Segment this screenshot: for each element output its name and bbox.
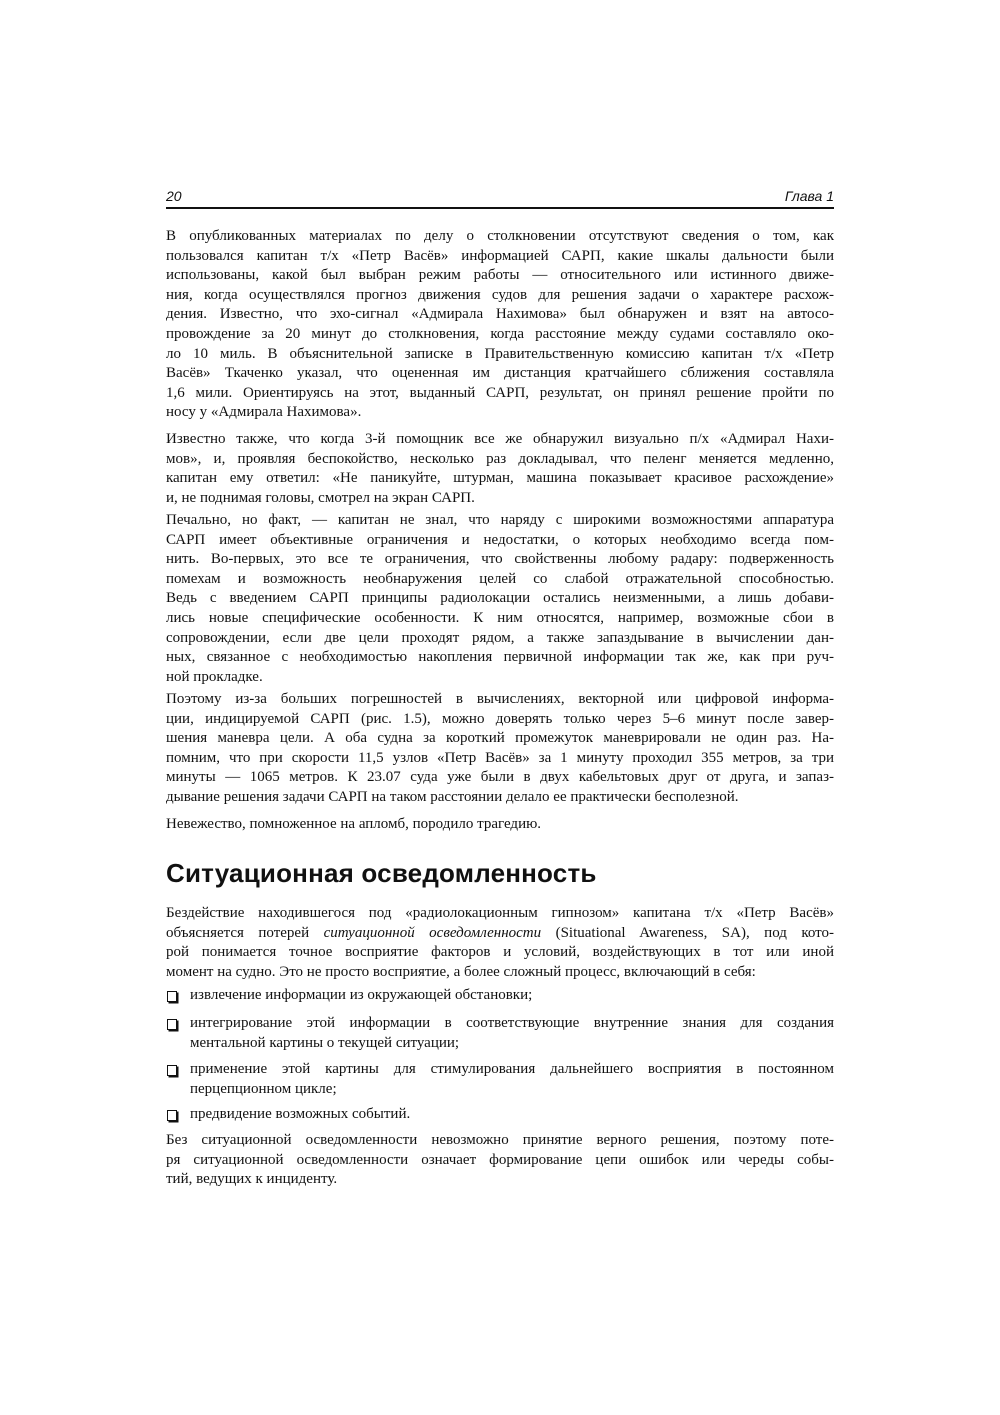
text-line: помехам и возможность необнаружения целей со слабой отражательной способностью. (166, 570, 834, 587)
bullet-item (166, 1105, 834, 1125)
text-line: момент на судно. Это не просто восприятие, а более сложный процесс, включающий в себя: (166, 963, 756, 980)
bullet-text (190, 1105, 834, 1125)
text-line: ных, связанное с необходимостью накопления первичной информации так же, как при руч- (166, 649, 834, 666)
bullet-item (166, 1060, 834, 1099)
text-line: Известно также, что когда 3-й помощник все же обнаружил визуально п/х «Адмирал Нахи- (166, 431, 834, 447)
text-line: Бездействие находившегося под «радиолокационным гипнозом» капитана т/х «Петр Васёв» (166, 905, 834, 921)
paragraph (166, 430, 834, 508)
intro-paragraph (166, 904, 834, 982)
bullet-item (166, 1014, 834, 1053)
text-line: Васёв» Ткаченко указал, что оцененная им дистанция кратчайшего сближения составляла (166, 365, 834, 382)
text-line: лись новые специфические особенности. К ним относятся, например, возможные сбои в (166, 609, 834, 626)
text-line: ной прокладке. (166, 668, 263, 685)
bullet-text (190, 986, 834, 1006)
text-line: Без ситуационной осведомленности невозможно принятие верного решения, поэтому поте- (166, 1132, 834, 1148)
checkbox-bullet-icon (167, 1065, 177, 1076)
text-line: ции, индицируемой САРП (рис. 1.5), можно доверять только через 5–6 минут после завер- (166, 710, 834, 727)
text-line: рой понимается точное восприятие факторов и условий, воздействующих в тот или иной (166, 944, 834, 961)
text-line: капитан ему ответил: «Не паникуйте, штурман, машина показывает красивое расхождение» (166, 470, 834, 487)
paragraph (166, 511, 834, 687)
bullet-text (190, 1014, 834, 1053)
text-line (166, 924, 834, 944)
running-header (166, 186, 834, 206)
text-line: В опубликованных материалах по делу о столкновении отсутствуют сведения о том, как (166, 228, 834, 244)
text-line: САРП имеет объективные ограничения и недостатки, о которых необходимо всегда пом- (166, 531, 834, 548)
text-line: интегрирование этой информации в соответствующие внутренние знания для создания (190, 1015, 834, 1031)
text-line: минуты — 1065 метров. К 23.07 суда уже были в двух кабельтовых друг от друга, и запаз- (166, 769, 834, 786)
paragraph (166, 815, 834, 835)
bullet-item (166, 986, 834, 1006)
text-line: Печально, но факт, — капитан не знал, что наряду с широкими возможностями аппаратура (166, 512, 834, 528)
text-line: использованы, какой был выбран режим работы — относительного или истинного движе- (166, 267, 834, 284)
text-line: дения. Известно, что эхо-сигнал «Адмирала Нахимова» был обнаружен и взят на автосо- (166, 306, 834, 323)
text-line: пользовался капитан т/х «Петр Васёв» информацией САРП, какие шкалы дальности были (166, 247, 834, 264)
chapter-title: Глава 1 (784, 188, 834, 204)
text-line: Ведь с введением САРП принципы радиолокации остались неизменными, а лишь добави- (166, 590, 834, 607)
text-line: ментальной картины о текущей ситуации; (190, 1034, 460, 1051)
term-italic: ситуационной осведомленности (323, 924, 542, 941)
text-line: ния, когда осуществлялся прогноз движения судов для решения задачи о характере расхож- (166, 286, 834, 303)
text-line: носу у «Адмирала Нахимова». (166, 404, 362, 421)
checkbox-bullet-icon (167, 1019, 177, 1030)
text-line: перцепционном цикле; (190, 1080, 337, 1097)
text-line: тий, ведущих к инциденту. (166, 1171, 338, 1188)
conclusion-paragraph (166, 1131, 834, 1190)
checkbox-bullet-icon (167, 991, 177, 1002)
paragraph (166, 227, 834, 423)
text-line: Поэтому из-за больших погрешностей в вычислениях, векторной или цифровой информа- (166, 691, 834, 707)
text-line: применение этой картины для стимулирования дальнейшего восприятия в постоянном (190, 1061, 834, 1077)
text-line: дывание решения задачи САРП на таком расстоянии делало ее практически бесполезной. (166, 788, 739, 805)
paragraph (166, 690, 834, 808)
text-line: ря ситуационной осведомленности означает формирование цепи ошибок или череды собы- (166, 1151, 834, 1168)
text-segment: (Situational Awareness, SA), под кото- (541, 924, 835, 941)
text-line: помним, что при скорости 11,5 узлов «Петр Васёв» за 1 минуту проходил 355 метров, за три (166, 749, 834, 766)
text-line: 1,6 мили. Ориентируясь на этот, выданный САРП, результат, он принял решение пройти по (166, 384, 834, 401)
bullet-text (190, 1060, 834, 1099)
text-line: извлечение информации из окружающей обстановки; (190, 987, 533, 1003)
page-number: 20 (166, 188, 182, 204)
text-line: нить. Во-первых, это все те ограничения, что свойственны любому радару: подверженность (166, 551, 834, 568)
text-line: и, не поднимая головы, смотрел на экран САРП. (166, 489, 475, 506)
section-heading: Ситуационная осведомленность (166, 858, 597, 888)
text-line: сопровождении, если две цели проходят рядом, а также запаздывание в вычислении дан- (166, 629, 834, 646)
checkbox-bullet-icon (167, 1110, 177, 1121)
text-line: предвидение возможных событий. (190, 1106, 411, 1122)
text-line: мов», и, проявляя беспокойство, несколько раз докладывал, что пеленг меняется медленно, (166, 450, 834, 467)
text-segment: объясняется потерей (166, 924, 324, 941)
text-line: ло 10 миль. В объяснительной записке в Правительственную комиссию капитан т/х «Петр (166, 345, 834, 362)
header-rule (166, 207, 834, 209)
text-line: провождение за 20 минут до столкновения, когда расстояние между судами составляло око- (166, 325, 834, 342)
text-line: Невежество, помноженное на апломб, породило трагедию. (166, 816, 542, 832)
text-line: шения маневра цели. А оба судна за короткий промежуток маневрировали не один раз. На- (166, 730, 834, 747)
